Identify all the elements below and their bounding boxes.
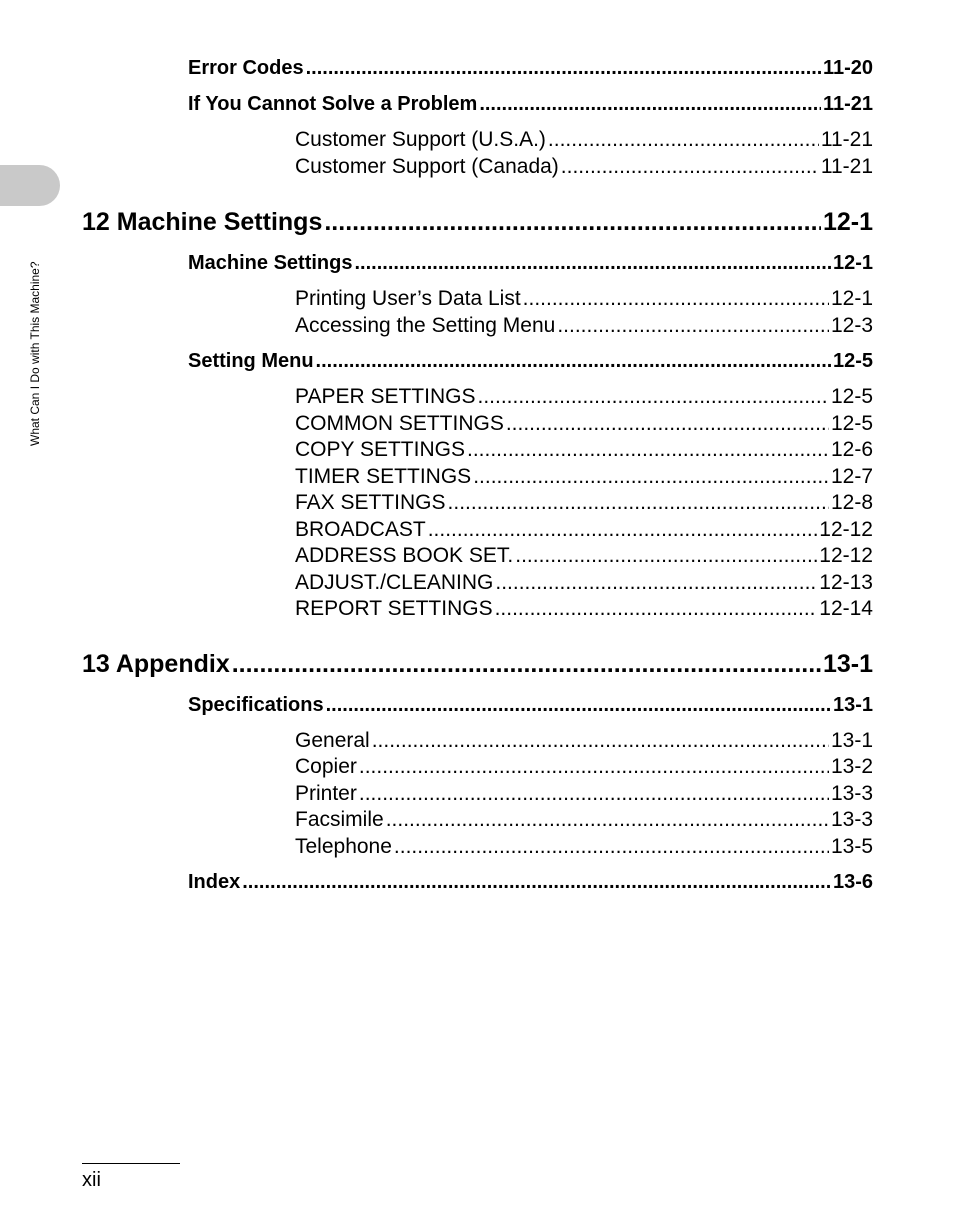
toc-chapter-title: 13 Appendix <box>82 650 230 678</box>
toc-entry-title: General <box>295 729 370 752</box>
toc-entry-page: 12-1 <box>832 252 873 274</box>
chapter-side-tab <box>0 165 60 206</box>
toc-entry-title: Accessing the Setting Menu <box>295 314 556 337</box>
toc-entry-page: 12-14 <box>819 597 873 620</box>
toc-leader <box>324 207 821 237</box>
toc-entry-copy-settings[interactable] <box>295 438 873 462</box>
toc-entry-page: 12-13 <box>819 571 873 594</box>
footer-rule <box>82 1163 180 1164</box>
toc-entry-title: Customer Support (Canada) <box>295 155 559 178</box>
toc-leader <box>428 518 818 542</box>
toc-entry-printing-data-list[interactable] <box>295 287 873 311</box>
toc-entry-title: COMMON SETTINGS <box>295 412 504 435</box>
toc-leader <box>232 649 821 679</box>
toc-entry-title: If You Cannot Solve a Problem <box>188 93 478 115</box>
toc-leader <box>506 412 829 436</box>
toc-entry-common-settings[interactable] <box>295 412 873 436</box>
toc-entry-title: ADDRESS BOOK SET. <box>295 544 514 567</box>
toc-leader <box>359 755 829 779</box>
toc-entry-printer[interactable] <box>295 782 873 806</box>
toc-entry-page: 12-5 <box>830 412 873 435</box>
toc-entry-paper-settings[interactable] <box>295 385 873 409</box>
toc-entry-machine-settings[interactable] <box>188 251 873 275</box>
toc-entry-fax-settings[interactable] <box>295 491 873 515</box>
toc-leader <box>548 128 819 152</box>
toc-entry-page: 12-7 <box>830 465 873 488</box>
toc-leader <box>394 835 829 859</box>
toc-leader <box>479 92 821 116</box>
toc-entry-page: 12-1 <box>830 287 873 310</box>
toc-entry-page: 12-5 <box>830 385 873 408</box>
toc-chapter-12[interactable] <box>82 207 873 237</box>
toc-entry-page: 11-21 <box>820 128 873 151</box>
toc-leader <box>477 385 828 409</box>
toc-entry-title: REPORT SETTINGS <box>295 597 493 620</box>
toc-entry-title: COPY SETTINGS <box>295 438 465 461</box>
side-label: What Can I Do with This Machine? <box>28 261 42 446</box>
toc-leader <box>242 870 831 894</box>
toc-leader <box>473 465 829 489</box>
toc-entry-page: 13-1 <box>832 694 873 716</box>
toc-chapter-title: 12 Machine Settings <box>82 208 323 236</box>
toc-leader <box>316 349 831 373</box>
toc-entry-report-settings[interactable] <box>295 597 873 621</box>
toc-chapter-page: 13-1 <box>822 650 873 678</box>
toc-entry-page: 11-20 <box>822 57 873 79</box>
toc-entry-specifications[interactable] <box>188 693 873 717</box>
toc-entry-page: 12-5 <box>832 350 873 372</box>
toc-entry-page: 11-21 <box>822 93 873 115</box>
toc-entry-page: 13-1 <box>830 729 873 752</box>
toc-entry-title: Setting Menu <box>188 350 314 372</box>
toc-entry-title: Printer <box>295 782 357 805</box>
toc-entry-facsimile[interactable] <box>295 808 873 832</box>
toc-entry-title: TIMER SETTINGS <box>295 465 472 488</box>
toc-leader <box>326 693 831 717</box>
toc-entry-adjust-cleaning[interactable] <box>295 571 873 595</box>
toc-entry-support-usa[interactable] <box>295 128 873 152</box>
toc-entry-error-codes[interactable] <box>188 56 873 80</box>
toc-entry-page: 12-12 <box>819 544 873 567</box>
toc-entry-setting-menu[interactable] <box>188 349 873 373</box>
toc-entry-page: 13-3 <box>830 782 873 805</box>
toc-entry-address-book-set[interactable] <box>295 544 873 568</box>
toc-leader <box>495 597 818 621</box>
toc-entry-title: Specifications <box>188 694 324 716</box>
toc-chapter-page: 12-1 <box>822 208 873 236</box>
toc-entry-cannot-solve[interactable] <box>188 92 873 116</box>
toc-leader <box>372 729 829 753</box>
toc-entry-title: Customer Support (U.S.A.) <box>295 128 546 151</box>
toc-entry-page: 13-6 <box>832 871 873 893</box>
toc-entry-page: 12-8 <box>830 491 873 514</box>
toc-entry-index[interactable] <box>188 870 873 894</box>
toc-entry-page: 12-3 <box>830 314 873 337</box>
toc-entry-title: Index <box>188 871 241 893</box>
toc-leader <box>495 571 817 595</box>
toc-leader <box>523 287 829 311</box>
toc-entry-general[interactable] <box>295 729 873 753</box>
toc-entry-telephone[interactable] <box>295 835 873 859</box>
toc-entry-title: Machine Settings <box>188 252 353 274</box>
toc-leader <box>354 251 830 275</box>
toc-entry-title: FAX SETTINGS <box>295 491 446 514</box>
toc-leader <box>306 56 821 80</box>
toc-entry-page: 12-12 <box>819 518 873 541</box>
toc-leader <box>359 782 829 806</box>
toc-entry-title: Facsimile <box>295 808 384 831</box>
toc-entry-title: Telephone <box>295 835 392 858</box>
toc-leader <box>557 314 829 338</box>
toc-entry-title: Copier <box>295 755 357 778</box>
toc-leader <box>448 491 829 515</box>
toc-leader <box>386 808 829 832</box>
toc-chapter-13[interactable] <box>82 649 873 679</box>
toc-leader <box>515 544 817 568</box>
toc-entry-page: 11-21 <box>820 155 873 178</box>
toc-entry-copier[interactable] <box>295 755 873 779</box>
toc-entry-broadcast[interactable] <box>295 518 873 542</box>
toc-entry-page: 13-3 <box>830 808 873 831</box>
toc-entry-title: BROADCAST <box>295 518 426 541</box>
toc-entry-page: 13-5 <box>830 835 873 858</box>
toc-entry-accessing-menu[interactable] <box>295 314 873 338</box>
page-number: xii <box>82 1169 101 1191</box>
toc-entry-title: PAPER SETTINGS <box>295 385 476 408</box>
toc-entry-page: 13-2 <box>830 755 873 778</box>
toc-entry-timer-settings[interactable] <box>295 465 873 489</box>
toc-leader <box>467 438 829 462</box>
toc-leader <box>561 155 819 179</box>
toc-entry-support-canada[interactable] <box>295 155 873 179</box>
toc-entry-title: ADJUST./CLEANING <box>295 571 494 594</box>
toc-entry-page: 12-6 <box>830 438 873 461</box>
toc-entry-title: Error Codes <box>188 57 304 79</box>
toc-entry-title: Printing User’s Data List <box>295 287 521 310</box>
